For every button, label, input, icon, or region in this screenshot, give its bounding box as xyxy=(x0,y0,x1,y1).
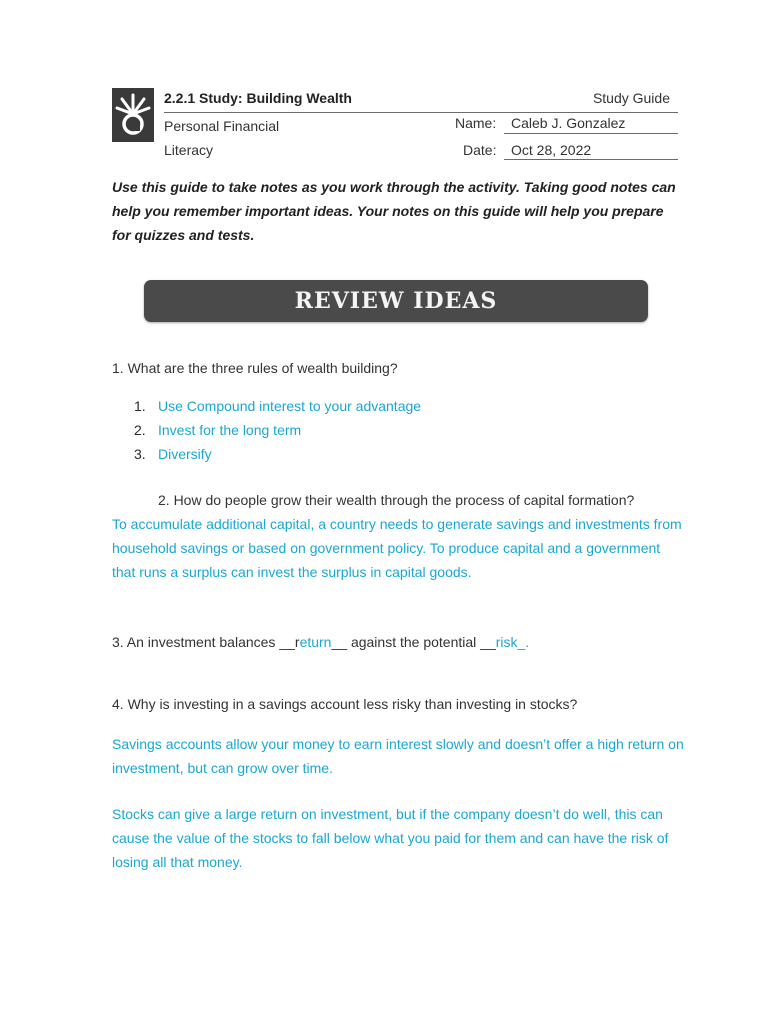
intro-instructions: Use this guide to take notes as you work through the activity. Taking good notes can help you remember important ideas. Your notes on this guide will help you prepare for quizzes and tests. xyxy=(112,179,676,243)
question-3 xyxy=(112,630,529,654)
question-4: 4. Why is investing in a savings account less risky than investing in stocks? xyxy=(112,696,578,712)
list-item xyxy=(134,418,421,442)
answer-4-savings: Savings accounts allow your money to earn interest slowly and doesn’t offer a high return on investment, but can grow over time. xyxy=(112,736,684,776)
date-underline xyxy=(504,159,678,160)
date-label: Date: xyxy=(463,142,497,158)
name-label: Name: xyxy=(455,115,497,131)
q3-text-1: 3. An investment balances __r xyxy=(112,634,300,650)
answer-2: To accumulate additional capital, a country needs to generate savings and investments from household savings or based on government policy. To produce capital and a government that runs a surplus can invest the surplus in capital goods. xyxy=(112,516,682,580)
course-name xyxy=(164,114,314,162)
list-text: Use Compound interest to your advantage xyxy=(158,398,422,414)
doc-type-label: Study Guide xyxy=(592,90,670,106)
banner-title: REVIEW IDEAS xyxy=(294,288,498,314)
q3-text-2: __ against the potential __ xyxy=(331,634,496,650)
list-number: 1. xyxy=(134,398,146,414)
q3-text-3: . xyxy=(525,634,530,650)
list-number: 3. xyxy=(134,446,146,462)
date-field[interactable]: Oct 28, 2022 xyxy=(511,142,592,158)
review-ideas-banner xyxy=(144,280,648,322)
name-underline xyxy=(504,133,678,134)
name-field[interactable]: Caleb J. Gonzalez xyxy=(511,115,626,131)
list-text: Diversify xyxy=(158,446,212,462)
list-text: Invest for the long term xyxy=(158,422,302,438)
question-2: 2. How do people grow their wealth through the process of capital formation? xyxy=(158,492,635,508)
school-logo-icon xyxy=(112,88,154,142)
list-number: 2. xyxy=(134,422,146,438)
course-line-1: Personal Financial xyxy=(164,118,280,134)
list-item xyxy=(134,442,421,466)
question-1: 1. What are the three rules of wealth building? xyxy=(112,360,398,376)
list-item xyxy=(134,394,421,418)
study-title: 2.2.1 Study: Building Wealth xyxy=(164,90,352,106)
q3-fill-return: eturn xyxy=(299,634,332,650)
answer-1-list xyxy=(134,394,421,466)
answer-4-stocks: Stocks can give a large return on investment, but if the company doesn’t do well, this can cause the value of the stocks to fall below what you paid for them and can have the risk of losing all that money. xyxy=(112,806,669,870)
course-line-2: Literacy xyxy=(164,142,214,158)
q3-fill-risk: risk_ xyxy=(495,634,526,650)
header-rule xyxy=(164,112,678,113)
